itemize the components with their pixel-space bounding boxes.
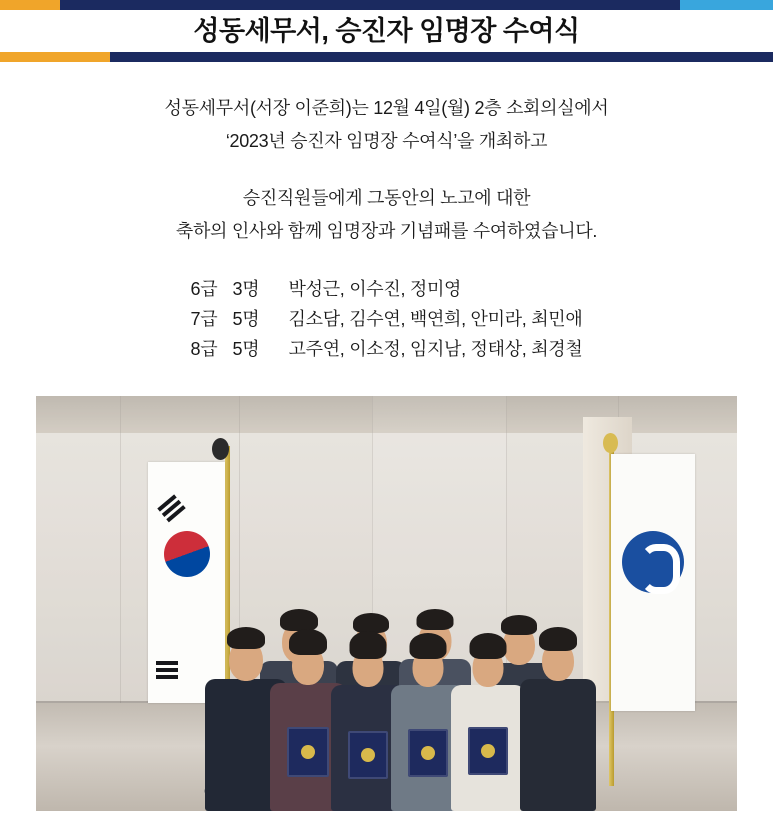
banner-bar-bottom-left bbox=[0, 52, 110, 62]
promotion-row bbox=[191, 274, 462, 304]
paragraph-spacer bbox=[0, 158, 773, 182]
promotion-grade: 8급 bbox=[190, 339, 218, 359]
banner-bar-top-left bbox=[0, 0, 60, 10]
group-photo bbox=[36, 396, 737, 811]
banner-bar-bottom-middle bbox=[110, 52, 773, 62]
intro-line-2: ‘2023년 승진자 임명장 수여식’을 개최하고 bbox=[225, 131, 548, 151]
promotion-count: 3명 bbox=[232, 279, 260, 299]
promotion-row bbox=[191, 334, 583, 364]
award-plaque bbox=[408, 729, 448, 777]
promotion-count: 5명 bbox=[232, 339, 260, 359]
detail-paragraph bbox=[0, 182, 773, 248]
person-front-6 bbox=[528, 596, 588, 811]
group-photo-image bbox=[36, 396, 737, 811]
detail-line-2: 축하의 인사와 함께 임명장과 기념패를 수여하였습니다. bbox=[175, 221, 598, 241]
person-front-5 bbox=[458, 608, 518, 811]
promotion-grade: 7급 bbox=[190, 309, 218, 329]
person-front-1 bbox=[213, 596, 278, 811]
person-front-4 bbox=[398, 608, 458, 811]
person-front-3 bbox=[338, 608, 398, 811]
page-title: 성동세무서, 승진자 임명장 수여식 bbox=[193, 16, 580, 46]
promotion-count: 5명 bbox=[232, 309, 260, 329]
person-front-2 bbox=[278, 602, 338, 811]
award-plaque bbox=[468, 727, 508, 775]
award-plaque bbox=[348, 731, 388, 779]
promotion-names: 고주연, 이소정, 임지남, 정태상, 최경철 bbox=[288, 339, 583, 359]
promotion-names: 김소담, 김수연, 백연희, 안미라, 최민애 bbox=[288, 309, 583, 329]
promotion-row bbox=[191, 304, 583, 334]
banner-bar-top-middle bbox=[60, 0, 680, 10]
trigram bbox=[156, 661, 178, 665]
photo-wall-panel bbox=[36, 396, 121, 703]
korean-flag-finial bbox=[212, 438, 229, 460]
banner-bar-top-right bbox=[680, 0, 773, 10]
detail-line-1: 승진직원들에게 그동안의 노고에 대한 bbox=[242, 188, 531, 208]
trigram bbox=[157, 494, 176, 511]
promotion-grade: 6급 bbox=[190, 279, 218, 299]
promotion-list bbox=[0, 274, 773, 364]
page-header-banner bbox=[0, 0, 773, 62]
promotion-names: 박성근, 이수진, 정미영 bbox=[288, 279, 462, 299]
photo-people-group bbox=[176, 504, 639, 811]
award-plaque bbox=[287, 727, 329, 777]
promotion-list-inner bbox=[191, 274, 583, 364]
intro-paragraph bbox=[0, 92, 773, 158]
intro-line-1: 성동세무서(서장 이준희)는 12월 4일(월) 2층 소회의실에서 bbox=[164, 98, 609, 118]
document-body bbox=[0, 62, 773, 364]
